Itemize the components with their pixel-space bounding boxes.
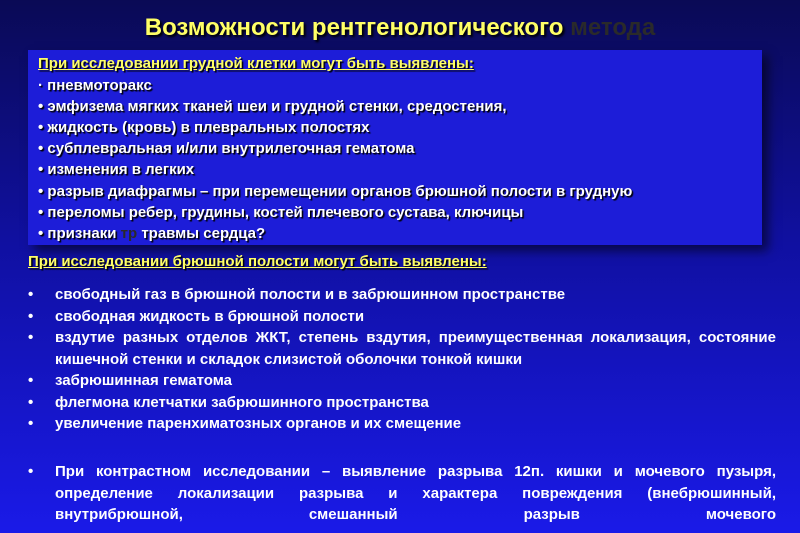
chest-finding-last-start: • признаки [38,225,117,242]
chest-finding-item: · пневмоторакс [38,77,152,94]
list-item [28,284,776,306]
abdominal-finding-text: вздутие разных отделов ЖКТ, степень вздутия, преимущественная локализация, состояние кишечной стенки и складок слизистой оболочки тонкой кишки [55,329,776,368]
chest-finding-last-end: травмы сердца? [141,225,266,242]
abdominal-finding-text: свободная жидкость в брюшной полости [55,307,365,325]
list-item [28,392,776,414]
bullet-icon: • [28,286,34,303]
bullet-icon: • [28,393,34,411]
chest-finding-item: • изменения в легких [38,161,195,178]
bullet-icon: • [28,329,34,346]
list-item [28,461,776,526]
bullet-icon: • [28,415,34,432]
abdominal-findings-heading: При исследовании брюшной полости могут быть выявлены: [28,253,487,270]
slide-title-ghost-text: метода [570,14,656,41]
list-item [28,370,776,392]
list-item [28,306,776,328]
bullet-icon: • [28,307,34,325]
chest-finding-item: • переломы ребер, грудины, костей плечевого сустава, ключицы [38,204,524,221]
list-item [28,413,776,435]
chest-finding-last-ghost: тр [120,225,138,242]
contrast-study-text: При контрастном исследовании – выявление разрыва 12п. кишки и мочевого пузыря, определение локализации разрыва и характера повреждения (внебрюшинный, внутрибрюшной, смешанный разрыв мочевого [55,463,776,523]
abdominal-finding-text: забрюшинная гематома [55,372,232,389]
abdominal-finding-text: свободный газ в брюшной полости и в забрюшинном пространстве [55,286,566,303]
abdominal-finding-text: увеличение паренхиматозных органов и их смещение [55,415,462,432]
chest-findings-heading: При исследовании грудной клетки могут быть выявлены: [38,55,474,72]
slide-title-text: Возможности рентгенологического [144,14,564,41]
chest-finding-item: • эмфизема мягких тканей шеи и грудной стенки, средостения, [38,98,507,115]
abdominal-finding-text: флегмона клетчатки забрюшинного пространства [55,393,429,411]
slide-title [0,14,800,42]
chest-finding-item: • разрыв диафрагмы – при перемещении органов брюшной полости в грудную [38,183,633,200]
chest-finding-item: • жидкость (кровь) в плевральных полостях [38,119,370,136]
bullet-icon: • [28,463,34,480]
chest-finding-item: • субплевральная и/или внутрилегочная гематома [38,140,415,157]
chest-finding-item-last [38,225,265,242]
bullet-icon: • [28,372,34,389]
abdominal-findings-list [28,284,776,435]
list-item [28,327,776,370]
contrast-study-list [28,461,776,526]
